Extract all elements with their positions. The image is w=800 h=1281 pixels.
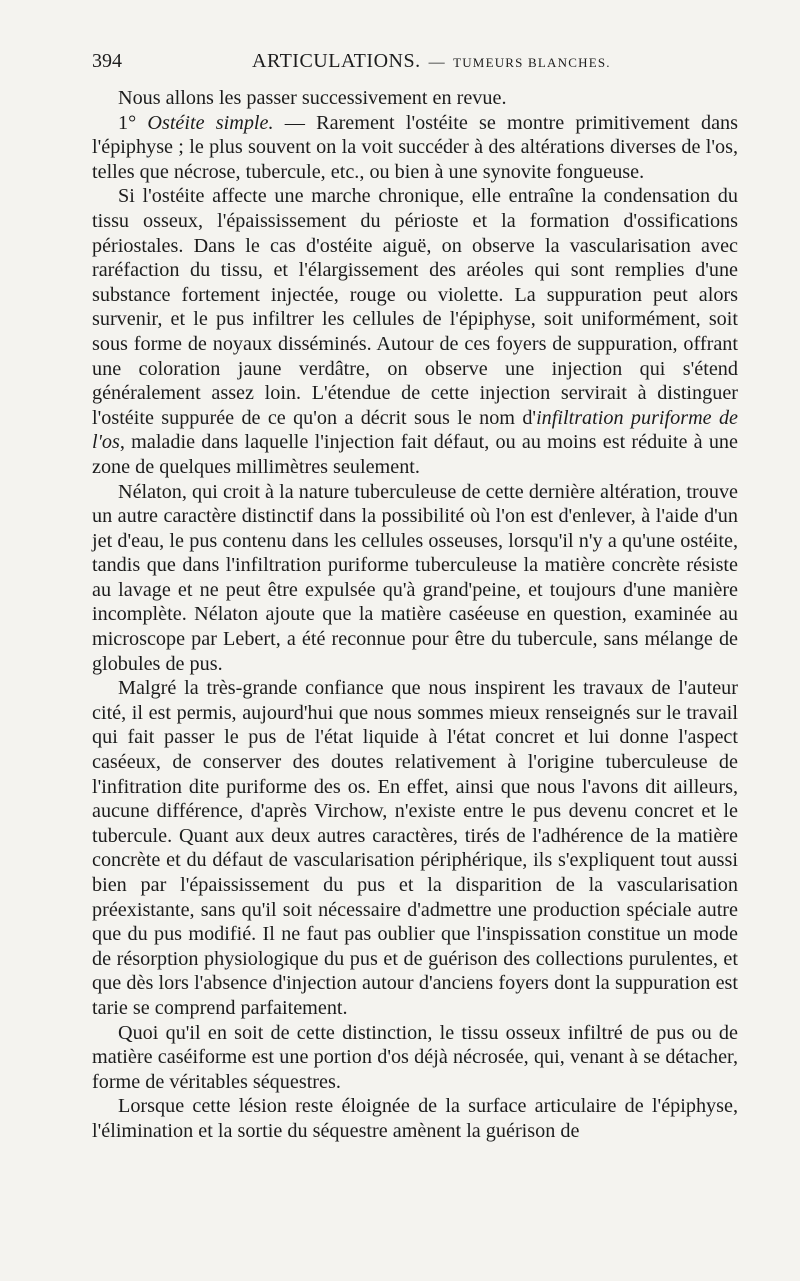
running-title [252,50,611,73]
paragraph-text: Lorsque cette lésion reste éloignée de la surface articulaire de l'épiphyse, l'élimination et la sortie du séquestre amènent la guérison de [92,1095,738,1142]
paragraph-text: Nous allons les passer successivement en revue. [118,87,507,109]
paragraph-text-continued: , maladie dans laquelle l'injection fait défaut, ou au moins est réduite à une zone de quelques millimètres seulement. [92,431,738,478]
paragraph-malgre [92,676,738,1020]
body-text [92,86,738,1144]
paragraph-nelaton [92,480,738,677]
paragraph-osteite-simple [92,111,738,185]
paragraph-text: Malgré la très-grande confiance que nous inspirent les travaux de l'auteur cité, il est permis, aujourd'hui que nous sommes mieux renseignés sur le travail qui fait passer le pus de l'état liquide à l'état concret et lui donne l'aspect caséeux, de conserver des doutes relativement à l'origine tuberculeuse de l'infitration dite puriforme des os. En effet, ainsi que nous l'avons dit ailleurs, aucune différence, d'après Virchow, n'existe entre le pus devenu concret et le tubercule. Quant aux deux autres caractères, tirés de l'adhérence de la matière concrète et du défaut de vascularisation périphérique, ils s'expliquent tout aussi bien par l'épaississement du pus et la disparition de la vascularisation préexistante, sans qu'il soit nécessaire d'admettre une production spéciale autre que du pus modifié. Il ne faut pas oublier que l'inspissation constitue un mode de résorption physiologique du pus et de guérison des collections purulentes, et que dès lors l'absence d'injection autour d'anciens foyers dont la suppuration est tarie se comprend parfaitement. [92,677,738,1019]
paragraph-text: Nélaton, qui croit à la nature tuberculeuse de cette dernière altération, trouve un autre caractère distinctif dans la possibilité où l'on est d'enlever, à l'aide d'un jet d'eau, le pus contenu dans les cellules osseuses, lorsqu'il n'y a qu'une ostéite, tandis que dans l'infiltration puriforme tuberculeuse la matière concrète résiste au lavage et ne peut être expulsée qu'à grand'peine, et toujours d'une manière incomplète. Nélaton ajoute que la matière caséeuse en question, examinée au microscope par Lebert, a été reconnue pour être du tubercule, sans mélange de globules de pus. [92,480,738,675]
title-dash: — [428,54,446,71]
page-number: 394 [92,50,122,72]
paragraph-intro [92,86,738,111]
item-number: 1° [118,111,148,134]
paragraph-lorsque [92,1094,738,1143]
chapter-subtitle: TUMEURS BLANCHES. [453,55,611,70]
chapter-title: ARTICULATIONS. [252,50,421,72]
italic-term: infiltration puriforme de l'os [92,406,739,454]
paragraph-text: Si l'ostéite affecte une marche chronique, elle entraîne la condensation du tissu osseux, l'épaississement du périoste et la formation d'ossifications périostales. Dans le cas d'ostéite aiguë, on observe la vascularisation avec raréfaction du tissu, et l'élargissement des aréoles qui sont remplies d'une substance fortement injectée, rouge ou violette. La suppuration peut alors survenir, et le pus infiltrer les cellules de l'épiphyse, soit uniformément, soit sous forme de noyaux disséminés. Autour de ces foyers de suppuration, offrant une coloration jaune verdâtre, on observe une injection qui s'étend généralement assez loin. L'étendue de cette injection servirait à distinguer l'ostéite suppurée de ce qu'on a décrit sous le nom d' [92,185,738,429]
paragraph-text: Quoi qu'il en soit de cette distinction, le tissu osseux infiltré de pus ou de matière caséiforme est une portion d'os déjà nécrosée, qui, venant à se détacher, forme de véritables séquestres. [92,1021,738,1093]
paragraph-quoi-quil [92,1021,738,1095]
running-head [92,50,738,86]
paragraph-chronic-osteite [92,184,738,479]
paragraph-text: — Rarement l'ostéite se montre primitivement dans l'épiphyse ; le plus souvent on la voit succéder à des altérations diverses de l'os, telles que nécrose, tubercule, etc., ou bien à une synovite fongueuse. [92,111,739,183]
section-heading: Ostéite simple. [147,111,274,134]
